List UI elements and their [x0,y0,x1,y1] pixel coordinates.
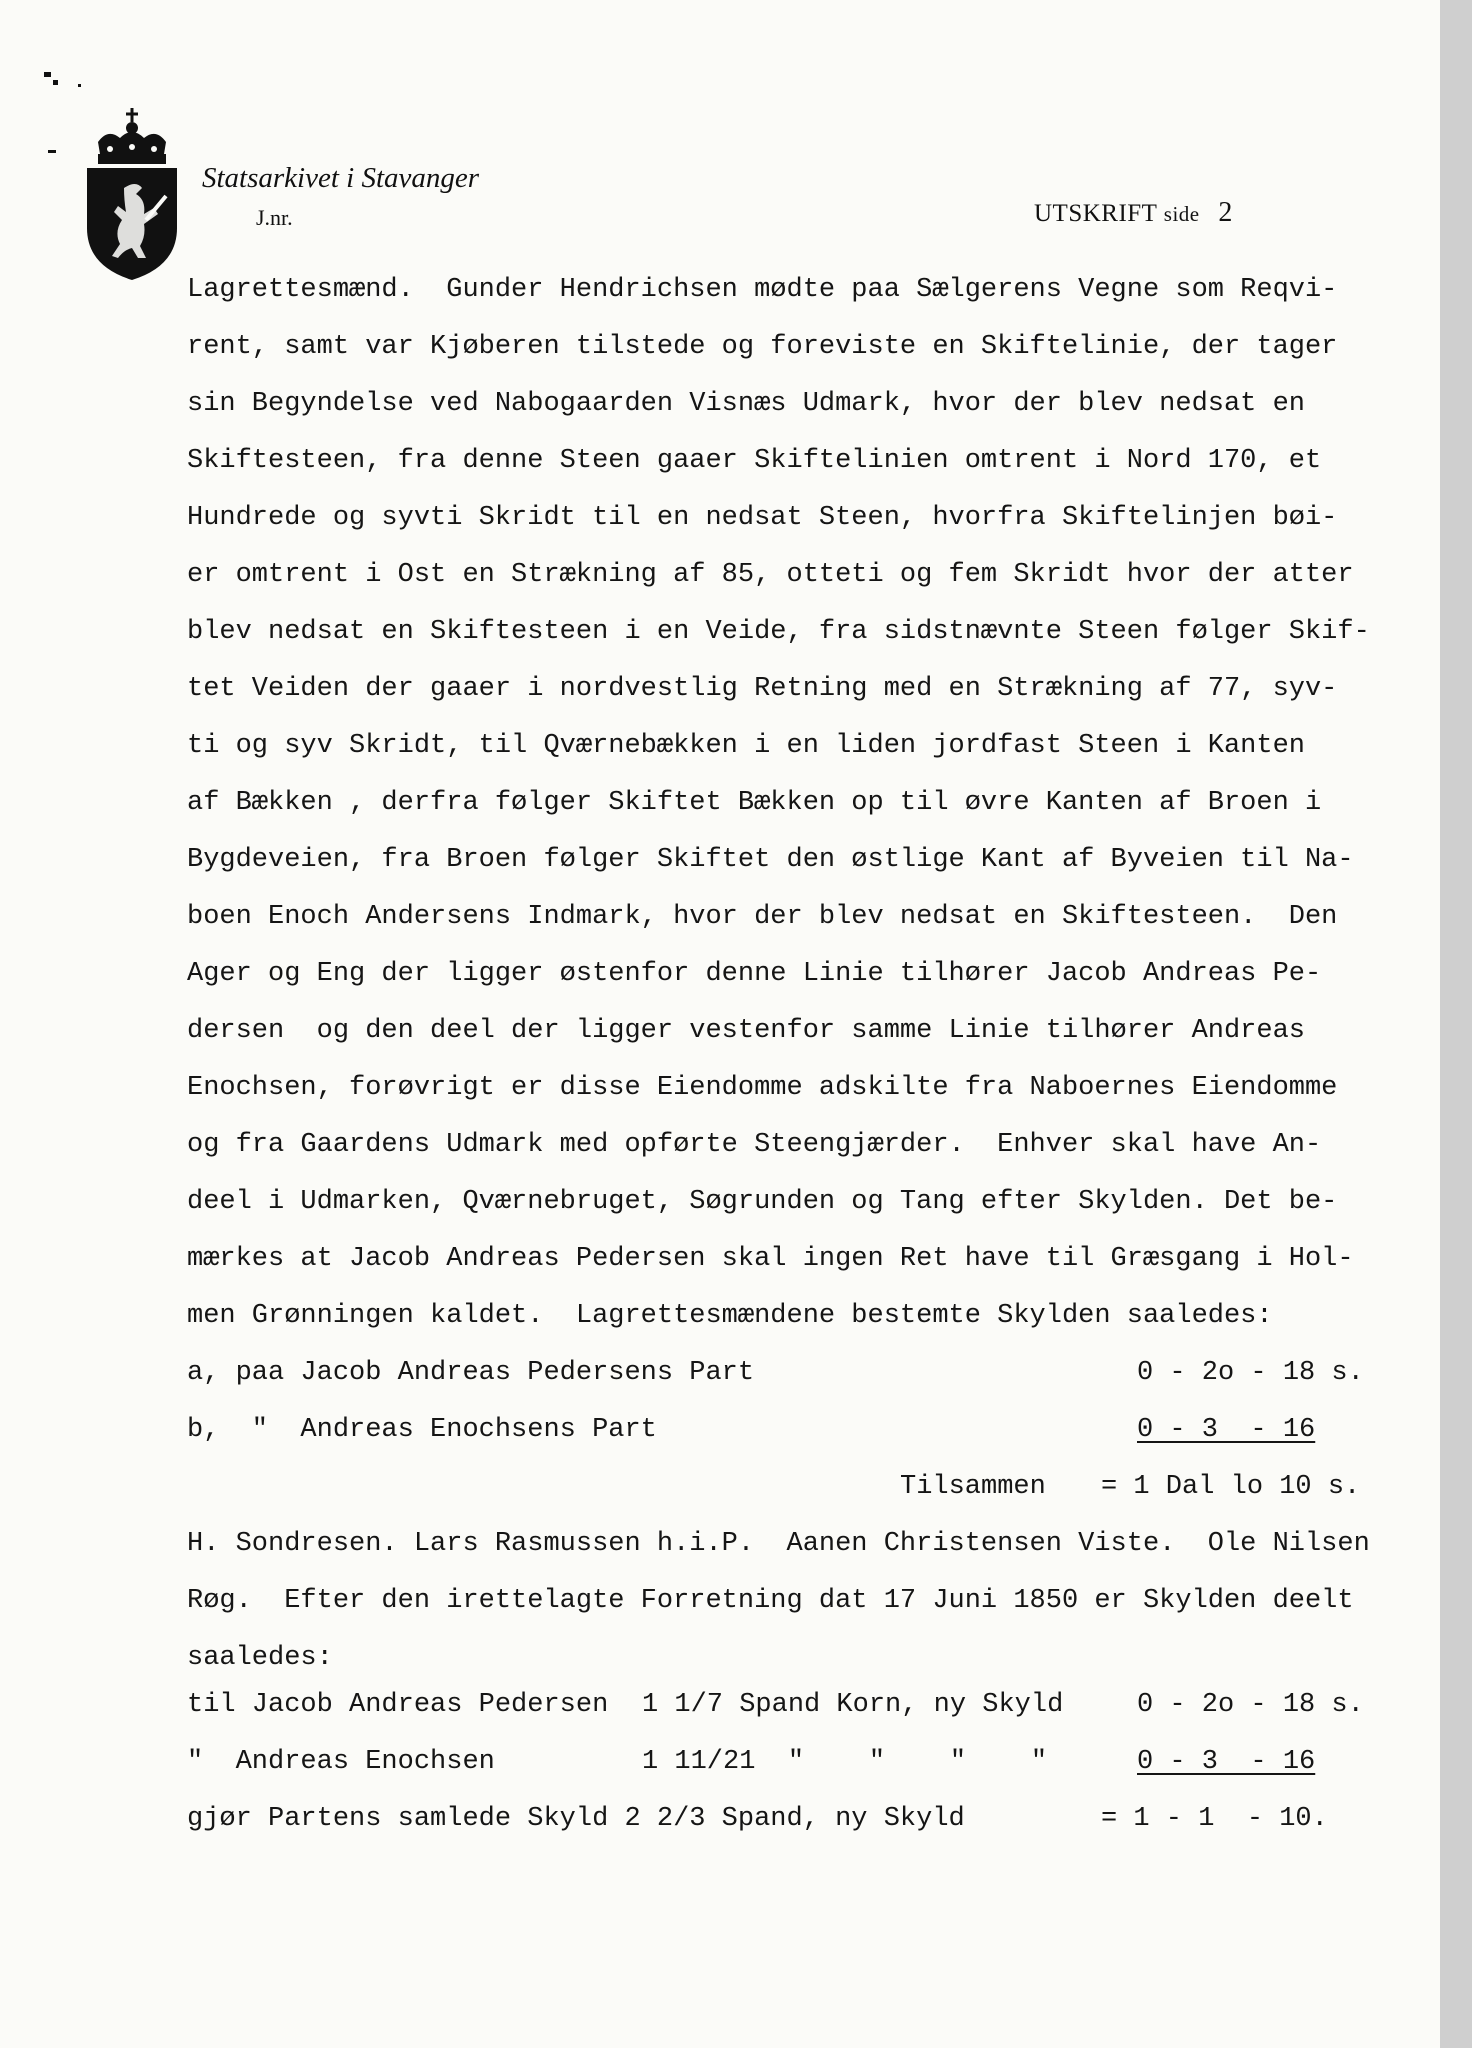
valuation-row-a [187,1345,1437,1402]
text-line: er omtrent i Ost en Strækning af 85, otteti og fem Skridt hvor der atter [187,560,1354,590]
share-total-text: gjør Partens samlede Skyld 2 2/3 Spand, ny Skyld [187,1804,965,1834]
transcript-label: UTSKRIFT [1034,200,1158,227]
valuation-row-b [187,1402,1437,1459]
text-line: af Bækken , derfra følger Skiftet Bækken op til øvre Kanten af Broen i [187,788,1322,818]
valuation-row-a-value: 0 - 2o - 18 s. [1137,1358,1364,1388]
page-number: 2 [1218,197,1233,228]
text-line: men Grønningen kaldet. Lagrettesmændene bestemte Skylden saaledes: [187,1301,1273,1331]
valuation-row-b-label: b, " Andreas Enochsens Part [187,1415,657,1445]
text-line: sin Begyndelse ved Nabogaarden Visnæs Udmark, hvor der blev nedsat en [187,389,1305,419]
document-body [187,262,1437,1848]
text-line: Lagrettesmænd. Gunder Hendrichsen mødte paa Sælgerens Vegne som Reqvi- [187,275,1338,305]
text-line: saaledes: [187,1643,333,1673]
share-row-2-share: 1 11/21 " " " " [642,1747,1048,1777]
scan-speck [78,84,81,87]
text-line: rent, samt var Kjøberen tilstede og foreviste en Skiftelinie, der tager [187,332,1338,362]
scan-speck [48,150,56,153]
share-total-row [187,1791,1437,1848]
share-row-2-name: " Andreas Enochsen [187,1747,495,1777]
share-row-2-value: 0 - 3 - 16 [1137,1747,1316,1777]
share-total-value: = 1 - 1 - 10. [1101,1804,1328,1834]
share-row-1-name: til Jacob Andreas Pedersen [187,1690,609,1720]
norwegian-coat-of-arms-icon [84,108,180,282]
transcript-page-header [1034,197,1233,229]
text-line: Enochsen, forøvrigt er disse Eiendomme adskilte fra Naboernes Eiendomme [187,1073,1338,1103]
text-line: Bygdeveien, fra Broen følger Skiftet den østlige Kant af Byveien til Na- [187,845,1354,875]
text-line: H. Sondresen. Lars Rasmussen h.i.P. Aanen Christensen Viste. Ole Nilsen [187,1529,1370,1559]
valuation-row-a-label: a, paa Jacob Andreas Pedersens Part [187,1358,755,1388]
share-row-1-value: 0 - 2o - 18 s. [1137,1690,1364,1720]
valuation-total-label: Tilsammen [900,1472,1046,1502]
journal-number-label: J.nr. [256,205,293,230]
text-line: dersen og den deel der ligger vestenfor samme Linie tilhører Andreas [187,1016,1305,1046]
valuation-row-b-value: 0 - 3 - 16 [1137,1415,1316,1445]
text-line: deel i Udmarken, Qværnebruget, Søgrunden og Tang efter Skylden. Det be- [187,1187,1338,1217]
text-line: Hundrede og syvti Skridt til en nedsat Steen, hvorfra Skiftelinjen bøi- [187,503,1338,533]
valuation-total-row [187,1459,1437,1516]
archive-name: Statsarkivet i Stavanger [202,162,480,194]
share-row-1-share: 1 1/7 Spand Korn, ny Skyld [642,1690,1064,1720]
text-line: Skiftesteen, fra denne Steen gaaer Skiftelinien omtrent i Nord 170, et [187,446,1322,476]
scan-speck [53,80,58,85]
text-line: boen Enoch Andersens Indmark, hvor der blev nedsat en Skiftesteen. Den [187,902,1338,932]
share-row-1 [187,1677,1437,1734]
text-line: Ager og Eng der ligger østenfor denne Linie tilhører Jacob Andreas Pe- [187,959,1322,989]
valuation-total-value: = 1 Dal lo 10 s. [1101,1472,1361,1502]
scan-border [1440,0,1472,2048]
text-line: og fra Gaardens Udmark med opførte Steengjærder. Enhver skal have An- [187,1130,1322,1160]
scan-speck [44,72,51,77]
text-line: Røg. Efter den irettelagte Forretning dat 17 Juni 1850 er Skylden deelt [187,1586,1354,1616]
text-line: blev nedsat en Skiftesteen i en Veide, fra sidstnævnte Steen følger Skif- [187,617,1370,647]
text-line: mærkes at Jacob Andreas Pedersen skal ingen Ret have til Græsgang i Hol- [187,1244,1354,1274]
side-label: side [1163,202,1200,226]
text-line: tet Veiden der gaaer i nordvestlig Retning med en Strækning af 77, syv- [187,674,1338,704]
share-row-2 [187,1734,1437,1791]
text-line: ti og syv Skridt, til Qværnebækken i en liden jordfast Steen i Kanten [187,731,1305,761]
